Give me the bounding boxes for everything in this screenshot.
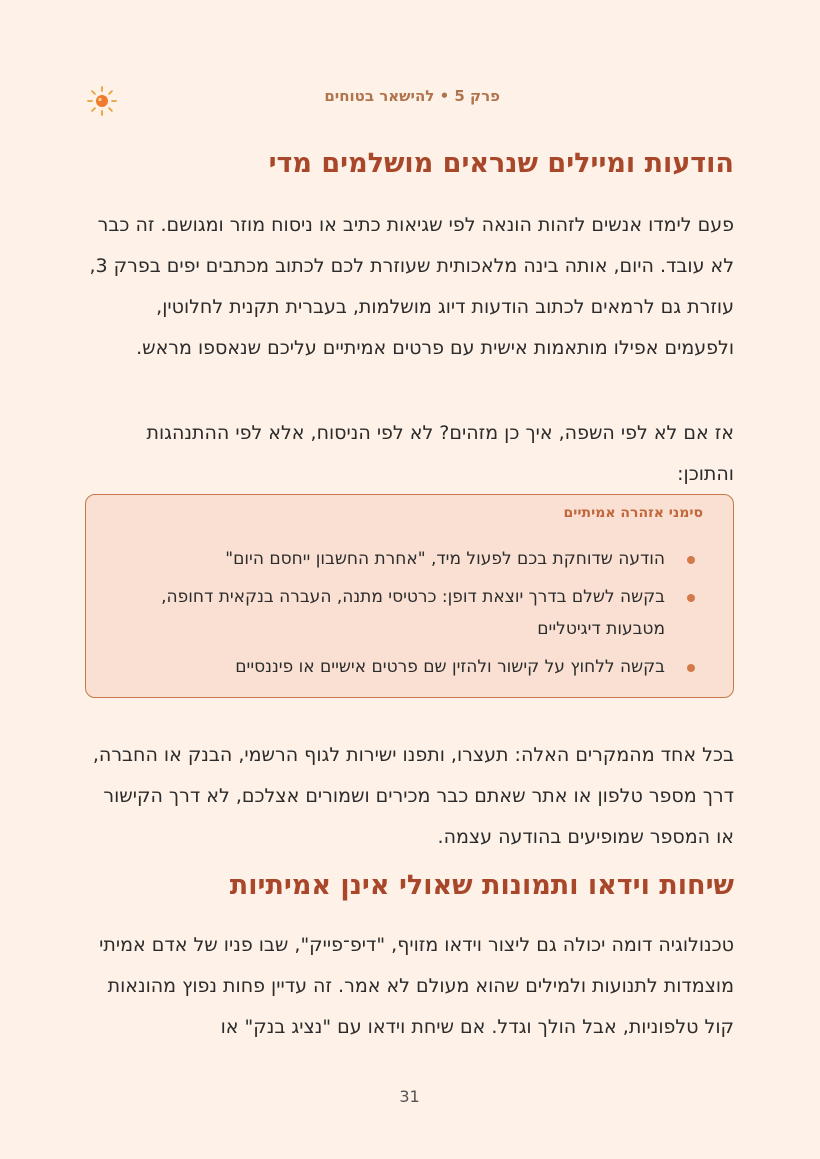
paragraph: טכנולוגיה דומה יכולה גם ליצור וידאו מזויף, "דיפ־פייק", שבו פניו של אדם אמיתי מוצמדות לתנועות ולמילים שהוא מעולם לא אמר. זה עדיין פחות נפוץ מהונאות קול טלפוניות, אבל הולך וגדל. אם שיחת וידאו עם "נציג בנק" או <box>99 934 734 1038</box>
callout-title: סימני אזהרה אמיתיים <box>563 505 703 521</box>
bullet-icon <box>687 664 695 672</box>
section-title: הודעות ומיילים שנראים מושלמים מדי <box>268 148 734 179</box>
bullet-icon <box>687 556 695 564</box>
bullet-icon <box>687 594 695 602</box>
chapter-label: פרק 5 • להישאר בטוחים <box>324 87 500 105</box>
page-number: 31 <box>399 1087 420 1106</box>
paragraph: אז אם לא לפי השפה, איך כן מזהים? לא לפי הניסוח, אלא לפי ההתנהגות והתוכן: <box>146 422 734 485</box>
page-header <box>85 84 734 114</box>
list-item-text: בקשה לשלם בדרך יוצאת דופן: כרטיסי מתנה, העברה בנקאית דחופה, מטבעות דיגיטליים <box>161 587 665 639</box>
paragraph: פעם לימדו אנשים לזהות הונאה לפי שגיאות כתיב או ניסוח מוזר ומגושם. זה כבר לא עובד. היום, אותה בינה מלאכותית שעוזרת לכם לכתוב מכתבים יפים בפרק 3, עוזרת גם לרמאים לכתוב הודעות דיוג מושלמות, בעברית תקנית לחלוטין, ולפעמים אפילו מותאמות אישית עם פרטים אמיתיים עליכם שנאספו מראש. <box>89 214 734 359</box>
section-title: שיחות וידאו ותמונות שאולי אינן אמיתיות <box>229 870 734 901</box>
page <box>85 0 734 1159</box>
list-item <box>106 543 695 575</box>
paragraph: בכל אחד מהמקרים האלה: תעצרו, ותפנו ישירות לגוף הרשמי, הבנק או החברה, דרך מספר טלפון או אתר שאתם כבר מכירים ושמורים אצלכם, לא דרך הקישור או המספר שמופיעים בהודעה עצמה. <box>92 744 734 848</box>
sun-icon <box>85 84 119 118</box>
list-item <box>106 581 695 645</box>
list-item-text: בקשה ללחוץ על קישור ולהזין שם פרטים אישיים או פיננסיים <box>235 657 665 677</box>
warning-signs-box <box>85 494 734 698</box>
warning-list <box>106 543 695 689</box>
list-item-text: הודעה שדוחקת בכם לפעול מיד, "אחרת החשבון ייחסם היום" <box>225 549 665 569</box>
list-item <box>106 651 695 683</box>
